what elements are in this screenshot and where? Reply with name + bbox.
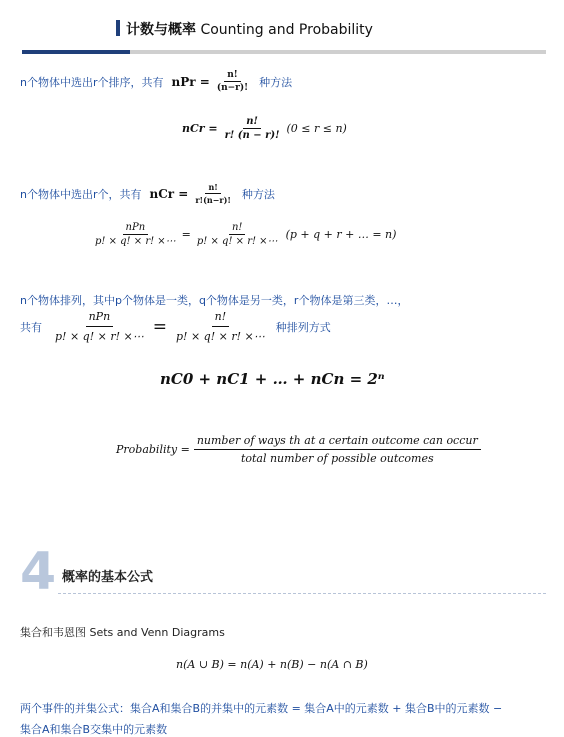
fraction-denominator: total number of possible outcomes: [240, 452, 434, 465]
fraction-numerator: n!: [224, 70, 241, 82]
fraction-denominator: r! (n − r)!: [224, 130, 280, 141]
page-title-en: Counting and Probability: [200, 22, 373, 38]
page-title-cn: 计数与概率: [126, 22, 196, 38]
combination-condition: (0 ≤ r ≤ n): [286, 122, 347, 135]
repeat-permutation-text: n个物体排列，其中p个物体是一类，q个物体是另一类，r个物体是第三类，…，: [20, 294, 409, 307]
multinomial-formula: [92, 222, 396, 247]
fraction-denominator: (n−r)!: [216, 83, 249, 93]
multinomial-fraction-2: [194, 222, 281, 247]
permutation-line: [20, 70, 292, 93]
repeat-permutation-prefix: 共有: [20, 320, 42, 334]
fraction-denominator: p! × q! × r! ×⋯: [196, 236, 278, 247]
section-number: 4: [20, 542, 57, 602]
fraction-denominator: p! × q! × r! ×⋯: [55, 330, 144, 343]
fraction-denominator: p! × q! × r! ×⋯: [95, 236, 176, 247]
fraction-numerator: nPn: [123, 222, 149, 235]
probability-fraction: [194, 434, 481, 465]
section-title: 概率的基本公式: [62, 570, 154, 585]
permutation-text: n个物体中选出r个排序，共有: [20, 75, 164, 89]
page-title: [126, 19, 373, 39]
union-description-line2: 集合A和集合B交集中的元素数: [20, 723, 168, 736]
equals-sign: =: [152, 316, 167, 337]
permutation-fraction: [214, 70, 251, 93]
repeat-permutation-line: [20, 310, 331, 343]
combination-text-after: 种方法: [241, 187, 275, 201]
header-accent-bar: [116, 20, 120, 36]
multinomial-fraction-1: [92, 222, 179, 247]
repeat-permutation-suffix: 种排列方式: [275, 320, 331, 334]
fraction-numerator: n!: [205, 182, 220, 194]
repeat-permutation-fraction-2: [173, 310, 268, 343]
fraction-numerator: n!: [243, 116, 261, 129]
combination-formula: [182, 116, 347, 141]
sets-label: 集合和韦恩图 Sets and Venn Diagrams: [20, 626, 225, 639]
fraction-numerator: n!: [229, 222, 245, 235]
probability-lhs: Probability =: [116, 443, 190, 456]
fraction-denominator: p! × q! × r! ×⋯: [176, 330, 265, 343]
combination-text: n个物体中选出r个，共有: [20, 187, 142, 201]
fraction-denominator: r!(n−r)!: [195, 195, 231, 205]
fraction-numerator: n!: [212, 310, 230, 327]
multinomial-condition: (p + q + r + … = n): [285, 228, 397, 241]
combination-line-lhs: nCr =: [149, 186, 189, 201]
combination-sum-formula: nC0 + nC1 + … + nCn = 2ⁿ: [160, 370, 385, 388]
section-divider: [58, 593, 546, 594]
header-rule-light: [130, 50, 546, 54]
fraction-numerator: nPn: [86, 310, 114, 327]
fraction-numerator: number of ways tℎ at a certain outcome can occur: [194, 434, 481, 450]
header-rule-dark: [22, 50, 130, 54]
probability-formula: [116, 434, 481, 465]
combination-lhs: nCr =: [182, 122, 218, 135]
equals-sign: =: [181, 228, 191, 241]
permutation-lhs: nPr =: [171, 74, 210, 89]
combination-line: [20, 182, 275, 205]
union-description-line1: 两个事件的并集公式：集合A和集合B的并集中的元素数 = 集合A中的元素数 + 集合B中的元素数 −: [20, 702, 503, 715]
union-formula: n(A ∪ B) = n(A) + n(B) − n(A ∩ B): [176, 658, 368, 671]
combination-line-fraction: [192, 182, 234, 205]
combination-fraction: [222, 116, 283, 141]
permutation-text-after: 种方法: [259, 75, 293, 89]
repeat-permutation-fraction-1: [52, 310, 147, 343]
